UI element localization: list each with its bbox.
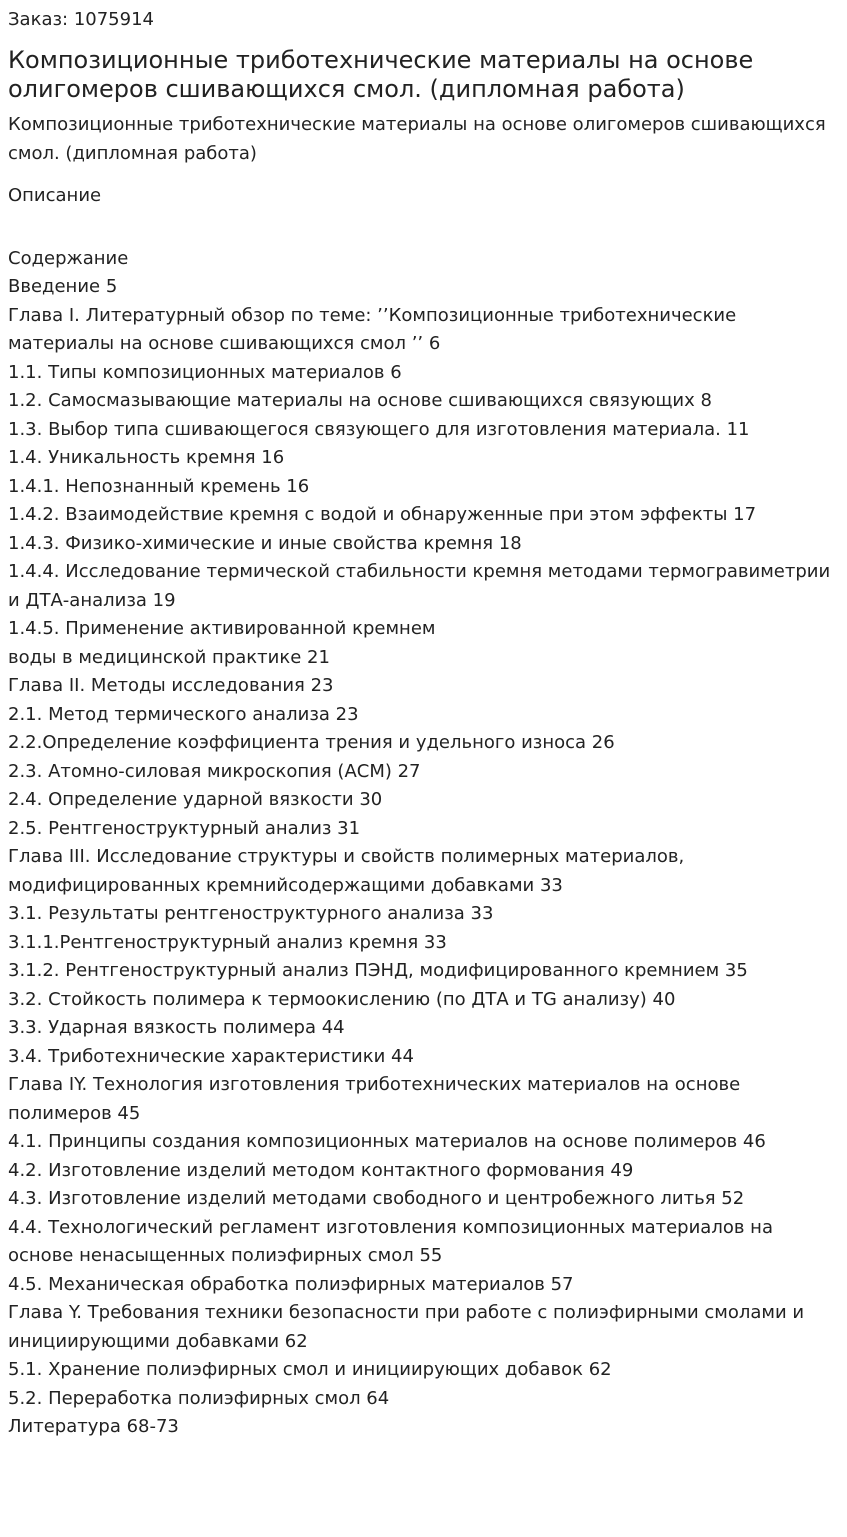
toc-entry: 4.1. Принципы создания композиционных материалов на основе полимеров 46: [8, 1131, 766, 1152]
toc-entry: 4.5. Механическая обработка полиэфирных материалов 57: [8, 1273, 574, 1295]
table-of-contents: [8, 245, 839, 1442]
toc-entry: Глава II. Методы исследования 23: [8, 675, 334, 696]
order-number: Заказ: 1075914: [8, 9, 154, 30]
toc-entry: 1.4.4. Исследование термической стабильности кремня методами термогравиметрии и ДТА-анализа 19: [8, 561, 831, 611]
toc-entry: 3.1.1.Рентгеноструктурный анализ кремня 33: [8, 931, 447, 953]
toc-entry: воды в медицинской практике 21: [8, 646, 330, 668]
toc-entry: 4.3. Изготовление изделий методами свободного и центробежного литья 52: [8, 1188, 745, 1209]
toc-entry: Введение 5: [8, 276, 118, 297]
toc-entry: 2.3. Атомно-силовая микроскопия (АСМ) 27: [8, 760, 421, 782]
toc-entry: Глава IY. Технология изготовления триботехнических материалов на основе полимеров 45: [8, 1074, 741, 1124]
toc-entry: 1.4.1. Непознанный кремень 16: [8, 475, 310, 497]
toc-entry: 2.5. Рентгеноструктурный анализ 31: [8, 817, 361, 839]
toc-entry: 1.3. Выбор типа сшивающегося связующего для изготовления материала. 11: [8, 418, 750, 440]
toc-entry: 2.1. Метод термического анализа 23: [8, 703, 359, 725]
toc-entry: 2.2.Определение коэффициента трения и удельного износа 26: [8, 732, 615, 753]
toc-entry: Литература 68-73: [8, 1416, 179, 1437]
toc-entry: 3.4. Триботехнические характеристики 44: [8, 1045, 414, 1067]
toc-entry: Глава III. Исследование структуры и свойств полимерных материалов, модифицированных кремнийсодержащими добавками 33: [8, 846, 685, 896]
toc-entry: Глава Y. Требования техники безопасности при работе с полиэфирными смолами и инициирующими добавками 62: [8, 1302, 805, 1352]
toc-entry: 4.4. Технологический регламент изготовления композиционных материалов на основе ненасыщенных полиэфирных смол 55: [8, 1216, 773, 1266]
toc-entry: Глава I. Литературный обзор по теме: ’’Композиционные триботехнические материалы на основе сшивающихся смол ’’ 6: [8, 304, 737, 354]
toc-entry: 5.2. Переработка полиэфирных смол 64: [8, 1387, 390, 1409]
toc-entry: 4.2. Изготовление изделий методом контактного формования 49: [8, 1159, 634, 1181]
toc-entry: 1.4.2. Взаимодействие кремня с водой и обнаруженные при этом эффекты 17: [8, 504, 757, 525]
toc-entry: 1.4.5. Применение активированной кремнем: [8, 618, 436, 639]
toc-entry: 1.2. Самосмазывающие материалы на основе сшивающихся связующих 8: [8, 390, 712, 411]
toc-entry: 3.1. Результаты рентгеноструктурного анализа 33: [8, 903, 494, 924]
toc-entry: 1.4. Уникальность кремня 16: [8, 447, 285, 468]
toc-entry: 5.1. Хранение полиэфирных смол и инициирующих добавок 62: [8, 1359, 612, 1380]
description-heading: Описание: [8, 185, 102, 206]
toc-entry: Содержание: [8, 247, 129, 269]
toc-entry: 1.4.3. Физико-химические и иные свойства кремня 18: [8, 532, 522, 554]
toc-entry: 3.2. Стойкость полимера к термоокислению (по ДТА и TG анализу) 40: [8, 988, 676, 1010]
toc-entry: 3.3. Ударная вязкость полимера 44: [8, 1017, 345, 1038]
toc-entry: 1.1. Типы композиционных материалов 6: [8, 361, 402, 383]
toc-entry: 2.4. Определение ударной вязкости 30: [8, 789, 383, 810]
page-title: Композиционные триботехнические материалы на основе олигомеров сшивающихся смол. (дипломная работа): [8, 46, 754, 103]
page-subtitle: Композиционные триботехнические материалы на основе олигомеров сшивающихся смол. (дипломная работа): [8, 114, 826, 164]
toc-entry: 3.1.2. Рентгеноструктурный анализ ПЭНД, модифицированного кремнием 35: [8, 960, 748, 981]
